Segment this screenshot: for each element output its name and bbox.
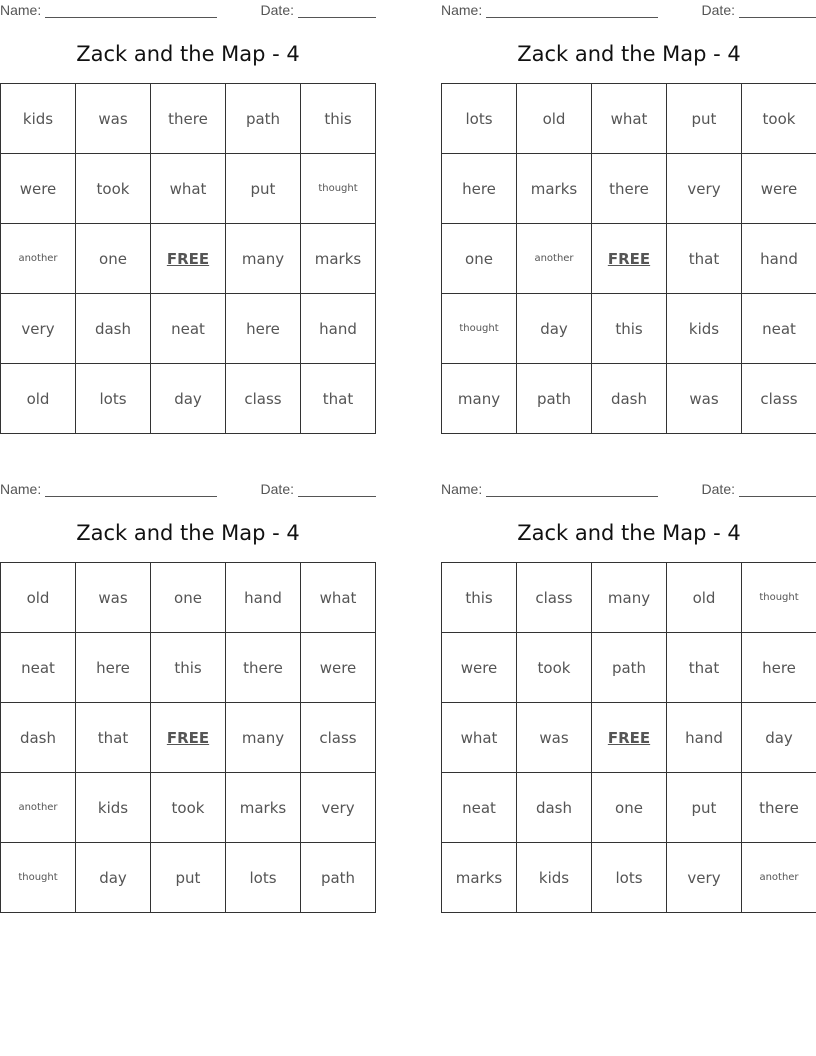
grid-row: [442, 364, 816, 434]
bingo-cell[interactable]: lots: [226, 843, 301, 913]
bingo-cell[interactable]: kids: [76, 773, 151, 843]
bingo-cell[interactable]: kids: [1, 84, 76, 154]
bingo-cell[interactable]: another: [1, 773, 76, 843]
bingo-cell[interactable]: thought: [1, 843, 76, 913]
bingo-cell[interactable]: that: [76, 703, 151, 773]
bingo-cell[interactable]: put: [667, 84, 742, 154]
bingo-cell[interactable]: very: [1, 294, 76, 364]
bingo-cell[interactable]: there: [742, 773, 816, 843]
grid-row: [1, 84, 376, 154]
name-label: Name:: [441, 481, 483, 497]
bingo-cell[interactable]: took: [517, 633, 592, 703]
bingo-cell[interactable]: were: [1, 154, 76, 224]
name-line: [45, 3, 217, 18]
bingo-cell[interactable]: many: [592, 563, 667, 633]
date-field[interactable]: [261, 481, 376, 497]
bingo-cell[interactable]: one: [151, 563, 226, 633]
date-line: [298, 482, 376, 497]
name-field[interactable]: [441, 481, 658, 497]
name-field[interactable]: [0, 2, 217, 18]
bingo-cell[interactable]: that: [667, 224, 742, 294]
bingo-cell[interactable]: this: [442, 563, 517, 633]
bingo-grid: [0, 562, 376, 913]
date-label: Date:: [260, 481, 294, 497]
bingo-cell[interactable]: marks: [517, 154, 592, 224]
grid-row: [1, 633, 376, 703]
card-header: [0, 0, 376, 20]
date-label: Date:: [701, 481, 735, 497]
bingo-cell[interactable]: there: [151, 84, 226, 154]
bingo-cell[interactable]: thought: [742, 563, 816, 633]
bingo-cell[interactable]: took: [742, 84, 816, 154]
bingo-cell[interactable]: one: [76, 224, 151, 294]
bingo-cell[interactable]: marks: [442, 843, 517, 913]
bingo-cell[interactable]: neat: [1, 633, 76, 703]
bingo-cell[interactable]: kids: [667, 294, 742, 364]
bingo-cell[interactable]: class: [301, 703, 376, 773]
bingo-card: [441, 0, 816, 440]
grid-row: [442, 633, 816, 703]
date-line: [298, 3, 376, 18]
bingo-cell[interactable]: was: [76, 563, 151, 633]
bingo-card: [441, 479, 816, 919]
bingo-cell[interactable]: kids: [517, 843, 592, 913]
card-title: Zack and the Map - 4: [517, 42, 741, 66]
bingo-cell[interactable]: here: [742, 633, 816, 703]
bingo-cell[interactable]: old: [1, 563, 76, 633]
grid-row: [442, 224, 816, 294]
bingo-cell[interactable]: were: [442, 633, 517, 703]
bingo-cell[interactable]: was: [667, 364, 742, 434]
bingo-cell[interactable]: one: [592, 773, 667, 843]
free-space[interactable]: FREE: [592, 703, 667, 773]
grid-row: [1, 364, 376, 434]
bingo-cell[interactable]: another: [1, 224, 76, 294]
name-label: Name:: [0, 481, 42, 497]
bingo-cell[interactable]: here: [442, 154, 517, 224]
date-field[interactable]: [702, 481, 816, 497]
card-header: [0, 479, 376, 499]
bingo-cell[interactable]: put: [226, 154, 301, 224]
bingo-cell[interactable]: that: [301, 364, 376, 434]
card-title: Zack and the Map - 4: [76, 521, 300, 545]
bingo-cell[interactable]: day: [151, 364, 226, 434]
date-line: [739, 3, 816, 18]
bingo-cell[interactable]: hand: [742, 224, 816, 294]
bingo-cell[interactable]: marks: [301, 224, 376, 294]
bingo-cell[interactable]: marks: [226, 773, 301, 843]
bingo-cell[interactable]: thought: [442, 294, 517, 364]
name-line: [45, 482, 217, 497]
bingo-cell[interactable]: there: [226, 633, 301, 703]
bingo-cell[interactable]: what: [592, 84, 667, 154]
bingo-cell[interactable]: this: [151, 633, 226, 703]
bingo-cell[interactable]: another: [742, 843, 816, 913]
grid-row: [442, 703, 816, 773]
bingo-cell[interactable]: neat: [442, 773, 517, 843]
bingo-cell[interactable]: day: [76, 843, 151, 913]
grid-row: [1, 773, 376, 843]
bingo-cell[interactable]: neat: [742, 294, 816, 364]
name-label: Name:: [441, 2, 483, 18]
bingo-cell[interactable]: hand: [226, 563, 301, 633]
bingo-cell[interactable]: was: [517, 703, 592, 773]
bingo-cell[interactable]: lots: [442, 84, 517, 154]
date-field[interactable]: [702, 2, 816, 18]
date-field[interactable]: [261, 2, 376, 18]
bingo-cell[interactable]: lots: [76, 364, 151, 434]
bingo-cell[interactable]: what: [151, 154, 226, 224]
bingo-cell[interactable]: class: [226, 364, 301, 434]
date-label: Date:: [260, 2, 294, 18]
grid-row: [442, 843, 816, 913]
name-line: [486, 482, 658, 497]
card-title: Zack and the Map - 4: [517, 521, 741, 545]
grid-row: [442, 154, 816, 224]
grid-row: [1, 224, 376, 294]
free-space[interactable]: FREE: [151, 224, 226, 294]
bingo-cell[interactable]: this: [301, 84, 376, 154]
bingo-cell[interactable]: neat: [151, 294, 226, 364]
bingo-cell[interactable]: hand: [301, 294, 376, 364]
bingo-cell[interactable]: path: [517, 364, 592, 434]
name-field[interactable]: [441, 2, 658, 18]
grid-row: [442, 773, 816, 843]
name-line: [486, 3, 658, 18]
bingo-card: [0, 479, 376, 919]
bingo-cell[interactable]: hand: [667, 703, 742, 773]
grid-row: [442, 563, 816, 633]
bingo-cell[interactable]: that: [667, 633, 742, 703]
bingo-cell[interactable]: another: [517, 224, 592, 294]
bingo-cell[interactable]: many: [226, 224, 301, 294]
bingo-cell[interactable]: old: [667, 563, 742, 633]
bingo-cell[interactable]: path: [592, 633, 667, 703]
grid-row: [1, 703, 376, 773]
bingo-cell[interactable]: took: [151, 773, 226, 843]
bingo-cell[interactable]: was: [76, 84, 151, 154]
bingo-grid: [441, 83, 816, 434]
bingo-cell[interactable]: very: [301, 773, 376, 843]
card-header: [441, 479, 816, 499]
bingo-cell[interactable]: put: [667, 773, 742, 843]
bingo-cell[interactable]: this: [592, 294, 667, 364]
bingo-cell[interactable]: path: [301, 843, 376, 913]
bingo-cell[interactable]: here: [76, 633, 151, 703]
date-label: Date:: [701, 2, 735, 18]
bingo-cell[interactable]: old: [517, 84, 592, 154]
bingo-grid: [441, 562, 816, 913]
bingo-cell[interactable]: dash: [76, 294, 151, 364]
name-label: Name:: [0, 2, 42, 18]
grid-row: [1, 563, 376, 633]
bingo-cell[interactable]: what: [301, 563, 376, 633]
bingo-cell[interactable]: lots: [592, 843, 667, 913]
card-header: [441, 0, 816, 20]
bingo-card: [0, 0, 376, 440]
bingo-cell[interactable]: dash: [1, 703, 76, 773]
grid-row: [442, 84, 816, 154]
bingo-cell[interactable]: very: [667, 154, 742, 224]
grid-row: [1, 154, 376, 224]
bingo-cell[interactable]: thought: [301, 154, 376, 224]
bingo-cell[interactable]: there: [592, 154, 667, 224]
name-field[interactable]: [0, 481, 217, 497]
bingo-cell[interactable]: class: [742, 364, 816, 434]
date-line: [739, 482, 816, 497]
card-title: Zack and the Map - 4: [76, 42, 300, 66]
grid-row: [442, 294, 816, 364]
bingo-cell[interactable]: were: [742, 154, 816, 224]
bingo-cell[interactable]: were: [301, 633, 376, 703]
bingo-cell[interactable]: put: [151, 843, 226, 913]
free-space[interactable]: FREE: [592, 224, 667, 294]
grid-row: [1, 843, 376, 913]
bingo-cell[interactable]: many: [442, 364, 517, 434]
bingo-cell[interactable]: class: [517, 563, 592, 633]
bingo-cell[interactable]: what: [442, 703, 517, 773]
bingo-cell[interactable]: here: [226, 294, 301, 364]
grid-row: [1, 294, 376, 364]
free-space[interactable]: FREE: [151, 703, 226, 773]
bingo-cell[interactable]: day: [517, 294, 592, 364]
bingo-cell[interactable]: one: [442, 224, 517, 294]
bingo-cell[interactable]: dash: [517, 773, 592, 843]
bingo-cell[interactable]: dash: [592, 364, 667, 434]
bingo-cell[interactable]: many: [226, 703, 301, 773]
bingo-cell[interactable]: took: [76, 154, 151, 224]
bingo-cell[interactable]: very: [667, 843, 742, 913]
bingo-cell[interactable]: day: [742, 703, 816, 773]
bingo-grid: [0, 83, 376, 434]
bingo-cell[interactable]: old: [1, 364, 76, 434]
bingo-cell[interactable]: path: [226, 84, 301, 154]
